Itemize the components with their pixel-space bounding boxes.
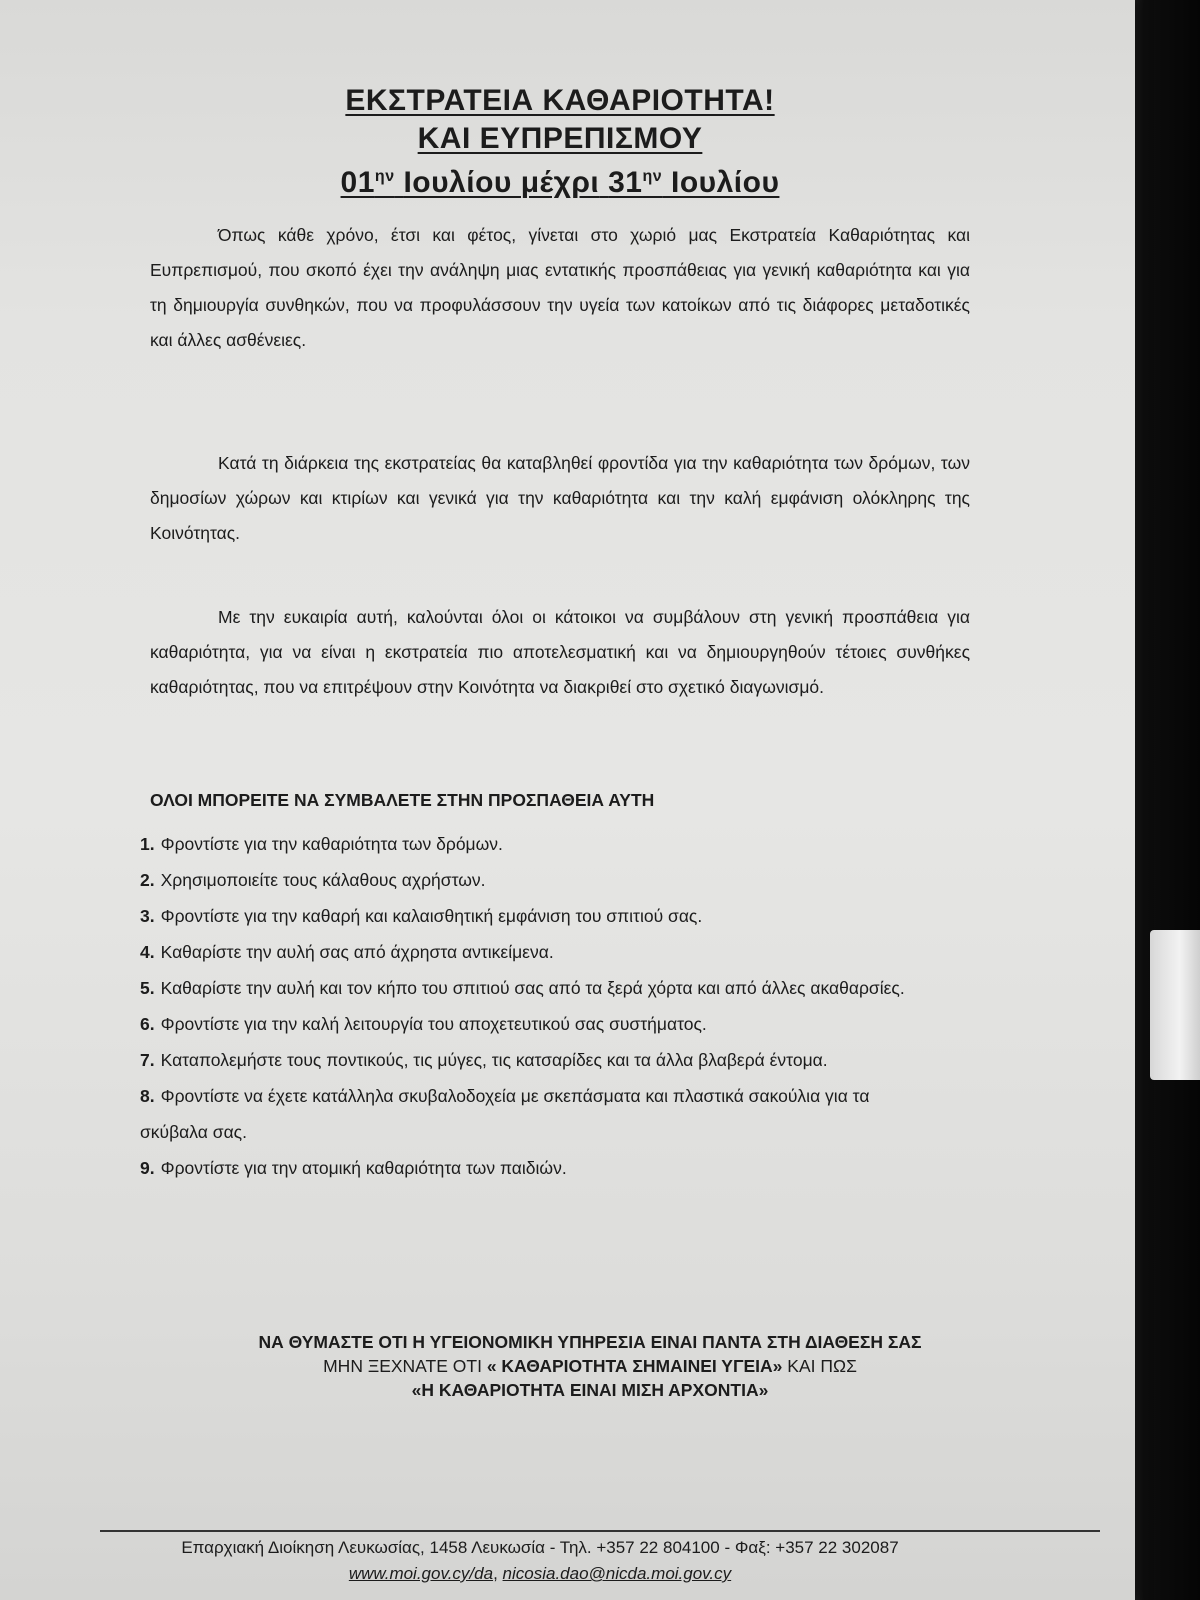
list-item — [140, 826, 940, 862]
list-item — [140, 1078, 940, 1150]
item-number: 9. — [140, 1158, 155, 1178]
footer-line-2-b: « ΚΑΘΑΡΙΟΤΗΤΑ ΣΗΜΑΙΝΕΙ ΥΓΕΙΑ» — [486, 1356, 783, 1376]
footer-line-2-c: ΚΑΙ ΠΩΣ — [787, 1356, 857, 1376]
paragraph-2: Κατά τη διάρκεια της εκστρατείας θα καταβληθεί φροντίδα για την καθαριότητα των δρόμων, των δημοσίων χώρων και κτιρίων και γενικά για την καθαριότητα και την καλή εμφάνιση ολόκληρης της Κοινότητας. — [150, 453, 970, 543]
end-day-suffix: ην — [642, 168, 663, 185]
contact-address: Επαρχιακή Διοίκηση Λευκωσίας, 1458 Λευκωσία - Τηλ. +357 22 804100 - Φαξ: +357 22 302087 — [181, 1538, 899, 1557]
item-number: 7. — [140, 1050, 155, 1070]
item-text: Καθαρίστε την αυλή και τον κήπο του σπιτιού σας από τα ξερά χόρτα και από άλλες ακαθαρσίες. — [160, 978, 905, 998]
title-line-1: ΕΚΣΤΡΑΤΕΙΑ ΚΑΘΑΡΙΟΤΗΤΑ! — [345, 84, 775, 117]
list-item — [140, 970, 940, 1006]
paragraph-3: Με την ευκαιρία αυτή, καλούνται όλοι οι κάτοικοι να συμβάλουν στη γενική προσπάθεια για καθαριότητα, για να είναι η εκστρατεία πιο αποτελεσματική και να δημιουργηθούν τέτοιες συνθήκες καθαριότητας, που να επιτρέψουν στην Κοινότητα να διακριθεί στο σχετικό διαγωνισμό. — [150, 607, 970, 697]
contact-block — [90, 1535, 990, 1587]
footer-line-2-a: ΜΗΝ ΞΕΧΝΑΤΕ ΟΤΙ — [323, 1356, 482, 1376]
item-text: Καταπολεμήστε τους ποντικούς, τις μύγες, τις κατσαρίδες και τα άλλα βλαβερά έντομα. — [160, 1050, 828, 1070]
item-text: Φροντίστε να έχετε κατάλληλα σκυβαλοδοχεία με σκεπάσματα και πλαστικά σακούλια για τα σκύβαλα σας. — [140, 1086, 870, 1142]
item-text: Φροντίστε για την καλή λειτουργία του αποχετευτικού σας συστήματος. — [160, 1014, 707, 1034]
list-item — [140, 1150, 940, 1186]
item-number: 6. — [140, 1014, 155, 1034]
start-day: 01 — [340, 166, 375, 199]
item-number: 5. — [140, 978, 155, 998]
list-item — [140, 862, 940, 898]
list-item — [140, 1006, 940, 1042]
website-link[interactable]: www.moi.gov.cy/da — [348, 1564, 494, 1583]
item-number: 1. — [140, 834, 155, 854]
item-text: Φροντίστε για την καθαριότητα των δρόμων. — [160, 834, 503, 854]
footer-line-1: ΝΑ ΘΥΜΑΣΤΕ ΟΤΙ Η ΥΓΕΙΟΝΟΜΙΚΗ ΥΠΗΡΕΣΙΑ ΕΙΝΑΙ ΠΑΝΤΑ ΣΤΗ ΔΙΑΘΕΣΗ ΣΑΣ — [258, 1332, 922, 1352]
end-month: Ιουλίου — [671, 166, 780, 199]
item-number: 3. — [140, 906, 155, 926]
footer-line-3: «Η ΚΑΘΑΡΙΟΤΗΤΑ ΕΙΝΑΙ ΜΙΣΗ ΑΡΧΟΝΤΙΑ» — [411, 1380, 769, 1400]
end-day: 31 — [608, 166, 643, 199]
section-heading: ΟΛΟΙ ΜΠΟΡΕΙΤΕ ΝΑ ΣΥΜΒΑΛΕΤΕ ΣΤΗΝ ΠΡΟΣΠΑΘΕΙΑ ΑΥΤΗ — [150, 790, 655, 810]
title-line-3 — [200, 158, 920, 202]
footer-note — [130, 1330, 1050, 1402]
footer-divider — [100, 1530, 1100, 1532]
start-day-suffix: ην — [374, 168, 395, 185]
item-text: Καθαρίστε την αυλή σας από άχρηστα αντικείμενα. — [160, 942, 554, 962]
item-number: 2. — [140, 870, 155, 890]
paper-edge — [1150, 930, 1200, 1080]
action-list — [140, 826, 940, 1186]
title-block — [200, 82, 920, 202]
item-number: 8. — [140, 1086, 155, 1106]
email-link[interactable]: nicosia.dao@nicda.moi.gov.cy — [502, 1564, 732, 1583]
list-item — [140, 898, 940, 934]
title-line-2: ΚΑΙ ΕΥΠΡΕΠΙΣΜΟΥ — [417, 122, 703, 155]
item-text: Φροντίστε για την ατομική καθαριότητα των παιδιών. — [160, 1158, 567, 1178]
link-separator: , — [493, 1564, 498, 1583]
paragraph-1: Όπως κάθε χρόνο, έτσι και φέτος, γίνεται στο χωριό μας Εκστρατεία Καθαριότητας και Ευπρεπισμού, που σκοπό έχει την ανάληψη μιας εντατικής προσπάθειας για γενική καθαριότητα και για τη δημιουργία συνθηκών, που να προφυλάσσουν την υγεία των κατοίκων από τις διάφορες μεταδοτικές και άλλες ασθένειες. — [150, 225, 970, 350]
footer-line-2 — [130, 1354, 1050, 1378]
contact-links — [90, 1561, 990, 1587]
item-number: 4. — [140, 942, 155, 962]
item-text: Φροντίστε για την καθαρή και καλαισθητική εμφάνιση του σπιτιού σας. — [160, 906, 703, 926]
list-item — [140, 934, 940, 970]
list-item — [140, 1042, 940, 1078]
start-month: Ιουλίου μέχρι — [403, 166, 600, 199]
item-text: Χρησιμοποιείτε τους κάλαθους αχρήστων. — [160, 870, 486, 890]
